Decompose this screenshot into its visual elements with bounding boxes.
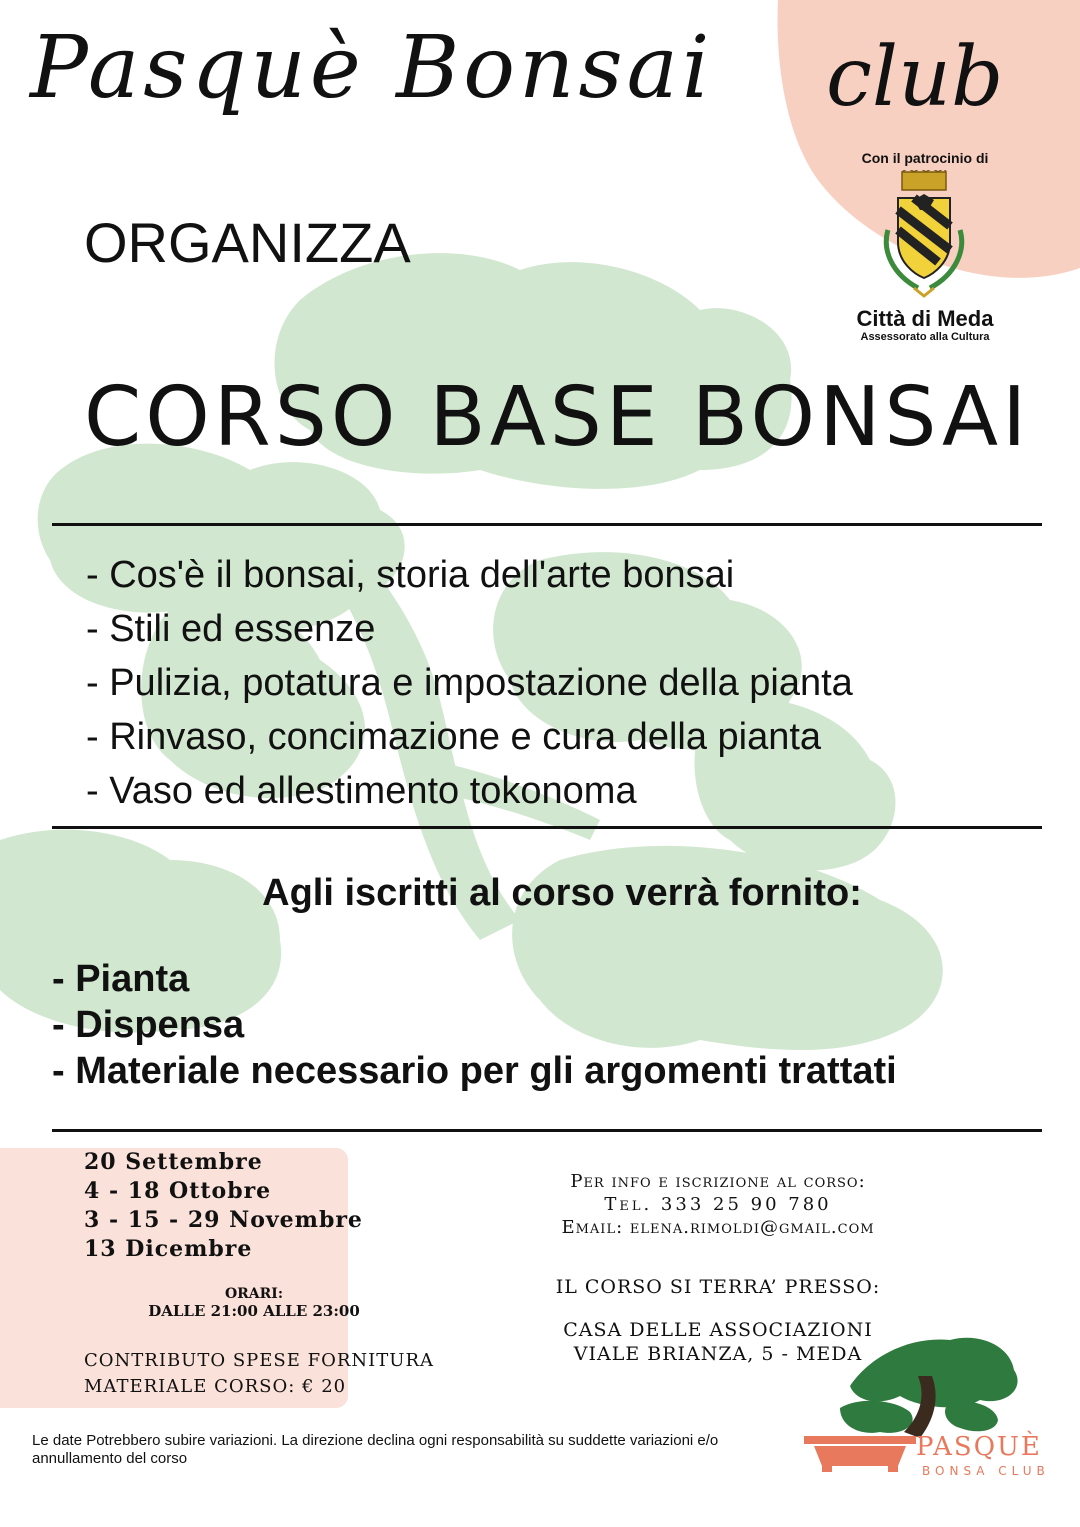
phone-number: Tel. 333 25 90 780	[604, 1194, 832, 1215]
list-item: - Cos'è il bonsai, storia dell'arte bonsai	[86, 554, 735, 596]
email-address: Email: elena.rimoldi@gmail.com	[561, 1217, 875, 1238]
divider-top	[52, 523, 1042, 526]
hours-value: DALLE 21:00 ALLE 23:00	[148, 1302, 360, 1320]
info-line: Per info e iscrizione al corso:	[570, 1171, 866, 1192]
location-label: IL CORSO SI TERRA’ PRESSO:	[555, 1276, 881, 1298]
list-item: - Rinvaso, concimazione e cura della pianta	[86, 716, 822, 758]
city-name: Città di Meda	[856, 306, 994, 331]
contribution-line: CONTRIBUTO SPESE FORNITURA	[84, 1350, 434, 1371]
list-item: - Dispensa	[52, 1004, 245, 1046]
list-item: - Materiale necessario per gli argomenti trattati	[52, 1050, 897, 1092]
list-item: - Pianta	[52, 958, 190, 1000]
disclaimer: Le date Potrebbero subire variazioni. La direzione declina ogni responsabilità su suddette variazioni e/o annullamento del corso	[32, 1432, 719, 1467]
list-item: - Vaso ed allestimento tokonoma	[86, 770, 637, 812]
club-title: Pasquè Bonsai	[30, 18, 714, 118]
date-item: 4 - 18 Ottobre	[84, 1178, 272, 1204]
city-crest-icon	[878, 170, 970, 300]
divider-bottom	[52, 1129, 1042, 1132]
list-item: - Stili ed essenze	[86, 608, 376, 650]
logo-subtitle: BONSA CLUB	[922, 1464, 1050, 1478]
patronage-label: Con il patrocinio di	[861, 150, 989, 166]
organizza-heading: ORGANIZZA	[84, 211, 411, 274]
list-item: - Pulizia, potatura e impostazione della pianta	[86, 662, 853, 704]
date-item: 20 Settembre	[84, 1149, 263, 1175]
provided-heading: Agli iscritti al corso verrà fornito:	[262, 872, 862, 914]
topics-list	[86, 548, 853, 818]
provided-list	[52, 956, 897, 1094]
club-word: club	[826, 30, 1004, 125]
contribution-line: MATERIALE CORSO: € 20	[84, 1376, 347, 1397]
hours-label: ORARI:	[224, 1286, 284, 1302]
contribution-text	[84, 1348, 434, 1400]
venue-address: VIALE BRIANZA, 5 - MEDA	[573, 1343, 863, 1365]
course-title: CORSO BASE BONSAI	[84, 370, 1031, 465]
contact-info	[500, 1170, 936, 1239]
divider-middle	[52, 826, 1042, 829]
dates-list	[84, 1148, 363, 1264]
venue-name: CASA DELLE ASSOCIAZIONI	[563, 1319, 873, 1341]
date-item: 3 - 15 - 29 Novembre	[84, 1207, 363, 1233]
city-department: Assessorato alla Cultura	[860, 331, 990, 343]
logo-name: PASQUÈ	[916, 1432, 1042, 1462]
date-item: 13 Dicembre	[84, 1236, 253, 1262]
